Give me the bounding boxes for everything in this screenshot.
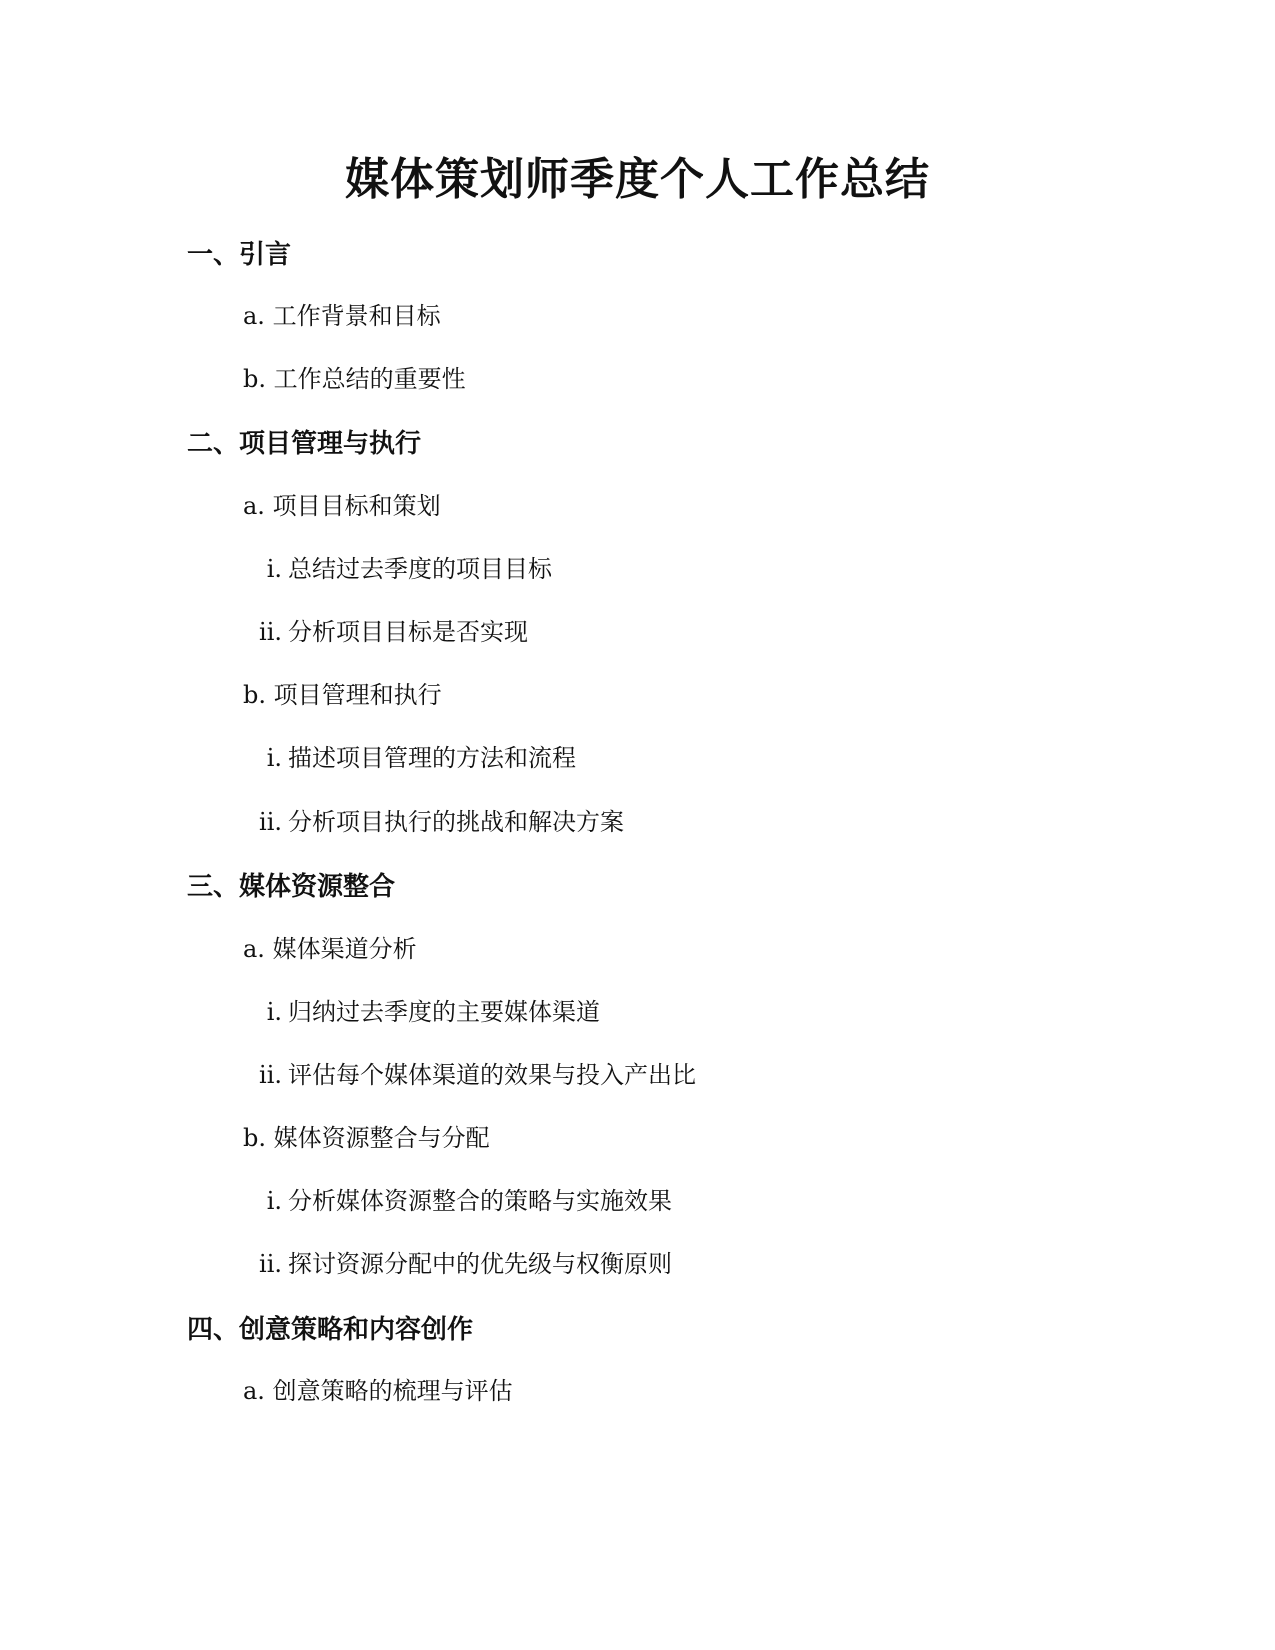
section-heading-project-management: 二、项目管理与执行 [187, 429, 422, 459]
list-marker: a. [243, 492, 265, 520]
list-item-text: 分析媒体资源整合的策略与实施效果 [288, 1187, 672, 1215]
list-item-text: 媒体渠道分析 [272, 935, 417, 963]
section-heading-media-resources: 三、媒体资源整合 [187, 872, 396, 902]
list-marker: b. [243, 1124, 266, 1152]
list-marker: ii. [259, 808, 282, 836]
list-item-text: 工作背景和目标 [272, 302, 441, 330]
list-item [252, 615, 528, 649]
list-marker: b. [243, 365, 266, 393]
document-title: 媒体策划师季度个人工作总结 [345, 154, 930, 205]
section-heading-introduction: 一、引言 [187, 240, 292, 270]
list-item-text: 归纳过去季度的主要媒体渠道 [288, 998, 600, 1026]
list-item-text: 分析项目执行的挑战和解决方案 [288, 808, 624, 836]
list-marker: i. [266, 555, 282, 583]
list-item-text: 项目目标和策划 [272, 492, 441, 520]
list-marker: a. [243, 1377, 265, 1405]
list-item [243, 299, 441, 333]
list-item-text: 评估每个媒体渠道的效果与投入产出比 [288, 1061, 696, 1089]
list-item-text: 工作总结的重要性 [273, 365, 466, 393]
list-item [252, 741, 576, 775]
list-item [252, 1184, 672, 1218]
list-marker: a. [243, 935, 265, 963]
list-item [243, 678, 442, 712]
list-item [252, 995, 600, 1029]
list-item-text: 总结过去季度的项目目标 [288, 555, 552, 583]
list-marker: ii. [259, 1250, 282, 1278]
list-item [252, 805, 624, 839]
list-item-text: 创意策略的梳理与评估 [272, 1377, 513, 1405]
list-marker: i. [266, 998, 282, 1026]
list-item [243, 362, 466, 396]
list-item [243, 1374, 513, 1408]
list-item-text: 探讨资源分配中的优先级与权衡原则 [288, 1250, 672, 1278]
list-marker: a. [243, 302, 265, 330]
list-item [252, 1058, 696, 1092]
list-item [243, 489, 441, 523]
list-item [243, 932, 417, 966]
list-item [252, 552, 552, 586]
list-item [243, 1121, 490, 1155]
list-marker: ii. [259, 618, 282, 646]
list-item-text: 媒体资源整合与分配 [273, 1124, 490, 1152]
list-marker: ii. [259, 1061, 282, 1089]
list-item-text: 项目管理和执行 [273, 681, 442, 709]
list-marker: b. [243, 681, 266, 709]
list-marker: i. [266, 1187, 282, 1215]
list-item [252, 1247, 672, 1281]
list-item-text: 描述项目管理的方法和流程 [288, 744, 576, 772]
section-heading-creative-strategy: 四、创意策略和内容创作 [187, 1315, 474, 1345]
list-item-text: 分析项目目标是否实现 [288, 618, 528, 646]
list-marker: i. [266, 744, 282, 772]
